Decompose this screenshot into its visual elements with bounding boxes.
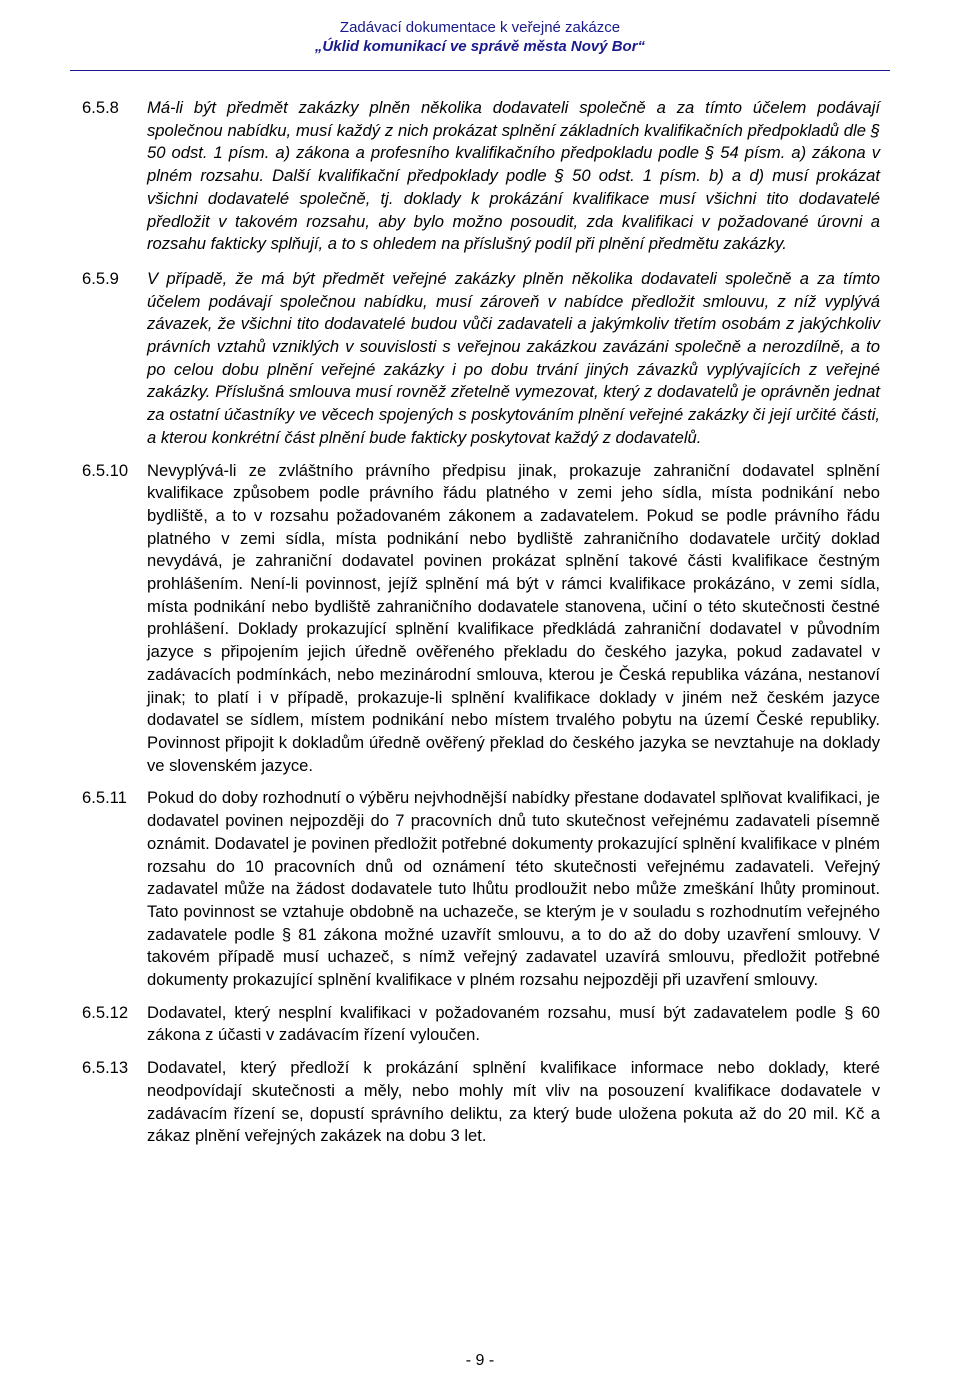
- paragraph-text-italic: Má-li být předmět zakázky plněn několika dodavateli společně a za tímto účelem podávají společnou nabídku, musí každý z nich prokázat splnění základních kvalifikačních předpokladů dle § 50 odst. 1 písm. a) zákona a profesního kvalifikačního předpokladu podle § 54 písm. a) zákona v plném rozsahu. Další kvalifikační předpoklady podle § 50 odst. 1 písm. b) a d) musí prokázat všichni dodavatelé společně, tj. doklady k prokázání kvalifikace musí všichni tito dodavatelé předložit v takovém rozsahu, aby bylo možno posoudit, zda kvalifikaci v požadované úrovni a rozsahu fakticky splňují, a to s ohledem na příslušný podíl při plnění předmětu zakázky.: [147, 98, 880, 254]
- paragraph-number: 6.5.12: [82, 1002, 129, 1022]
- paragraph-text: Dodavatel, který předloží k prokázání splnění kvalifikace informace nebo doklady, které neodpovídají skutečnosti a měly, nebo mohly mít vliv na posouzení kvalifikace dodavatele v zadávacím řízení se, dopustí správního deliktu, za který bude uložena pokuta až do 20 mil. Kč a zákaz plnění veřejných zakázek na dobu 3 let.: [147, 1058, 880, 1146]
- paragraph-number: 6.5.13: [82, 1058, 129, 1078]
- paragraph-text: Příslušná smlouva musí rovněž zřetelně vymezovat, který z dodavatelů je oprávněn jednat za ostatní účastníky ve věcech spojených s poskytováním plnění veřejné zakázky či její určité části, a kterou konkrétní část plnění bude fakticky poskytovat každý z dodavatelů.: [147, 382, 880, 447]
- paragraph-text-italic: V případě, že má být předmět veřejné zakázky plněn několika dodavateli společně a za tímto účelem podávají společnou nabídku, musí zároveň v nabídce předložit smlouvu, z níž vyplývá závazek, že všichni tito dodavatelé budou vůči zadavateli a jakýmkoliv třetím osobám z jakýchkoliv právních vztahů vzniklých v souvislosti s veřejnou zakázkou zavázáni společně a nerozdílně, a to po celou dobu plnění veřejné zakázky i po dobu trvání jiných závazků vyplývajících z veřejné zakázky.: [147, 268, 880, 402]
- document-header: [0, 18, 960, 56]
- header-title: Zadávací dokumentace k veřejné zakázce: [339, 19, 621, 36]
- paragraph-number: 6.5.10: [82, 460, 129, 480]
- paragraph-6-5-13: [82, 1057, 880, 1148]
- paragraph-number: 6.5.11: [82, 788, 127, 808]
- header-divider: [70, 70, 890, 71]
- paragraph-text: Pokud do doby rozhodnutí o výběru nejvhodnější nabídky přestane dodavatel splňovat kvalifikaci, je dodavatel povinen nejpozději do 7 pracovních dnů tuto skutečnost veřejnému zadavateli písemně oznámit. Dodavatel je povinen předložit potřebné dokumenty prokazující splnění kvalifikace v plném rozsahu do 10 pracovních dnů od oznámení této skutečnosti veřejnému zadavateli. Veřejný zadavatel může na žádost dodavatele tuto lhůtu prodloužit nebo může zmeškání lhůty prominout. Tato povinnost se vztahuje obdobně na uchazeče, se kterým je v souladu s rozhodnutím veřejného zadavatele podle § 81 zákona možné uzavřít smlouvu, a to do až do doby uzavření smlouvy. V takovém případě musí uchazeč, s nímž veřejný zadavatel uzavírá smlouvu, předložit potřebné dokumenty prokazující splnění kvalifikace v plném rozsahu nejpozději při uzavření smlouvy.: [147, 788, 880, 990]
- paragraph-text: Nevyplývá-li ze zvláštního právního předpisu jinak, prokazuje zahraniční dodavatel splnění kvalifikace způsobem podle právního řádu platného v zemi jeho sídla, místa podnikání nebo bydliště, a to v rozsahu požadovaném zákonem a zadavatelem. Pokud se podle právního řádu platného v zemi sídla, místa podnikání nebo bydliště zahraničního dodavatele určitý doklad nevydává, je zahraniční dodavatel povinen prokázat splnění takové části kvalifikace čestným prohlášením. Není-li povinnost, jejíž splnění má být v rámci kvalifikace prokázáno, v zemi sídla, místa podnikání nebo bydliště zahraničního dodavatele stanovena, učiní o této skutečnosti čestné prohlášení. Doklady prokazující splnění kvalifikace předkládá zahraniční dodavatel v původním jazyce s připojením jejich úředně ověřeného překladu do českého jazyka, pokud zadavatel v zadávacích podmínkách, nebo mezinárodní smlouva, kterou je Česká republika vázána, nestanoví jinak; to platí i v případě, prokazuje-li splnění kvalifikace doklady v jiném než českém jazyce dodavatel se sídlem, místem podnikání nebo místem trvalého pobytu na území České republiky. Povinnost připojit k dokladům úředně ověřený překlad do českého jazyka se nevztahuje na doklady ve slovenském jazyce.: [147, 460, 880, 775]
- paragraph-number: 6.5.8: [82, 98, 119, 117]
- paragraph-6-5-10: [82, 460, 880, 778]
- paragraph-6-5-12: [82, 1002, 880, 1047]
- paragraph-number: 6.5.9: [82, 268, 119, 288]
- paragraph-6-5-8: [82, 97, 880, 256]
- paragraph-text: Dodavatel, který nesplní kvalifikaci v požadovaném rozsahu, musí být zadavatelem podle § 60 zákona z účasti v zadávacím řízení vyloučen.: [147, 1002, 880, 1045]
- header-subtitle: „Úklid komunikací ve správě města Nový Bor“: [314, 38, 646, 55]
- paragraph-6-5-11: [82, 787, 880, 991]
- page-number: - 9 -: [465, 1352, 495, 1369]
- document-body: [82, 97, 880, 1158]
- paragraph-6-5-9: [82, 268, 880, 450]
